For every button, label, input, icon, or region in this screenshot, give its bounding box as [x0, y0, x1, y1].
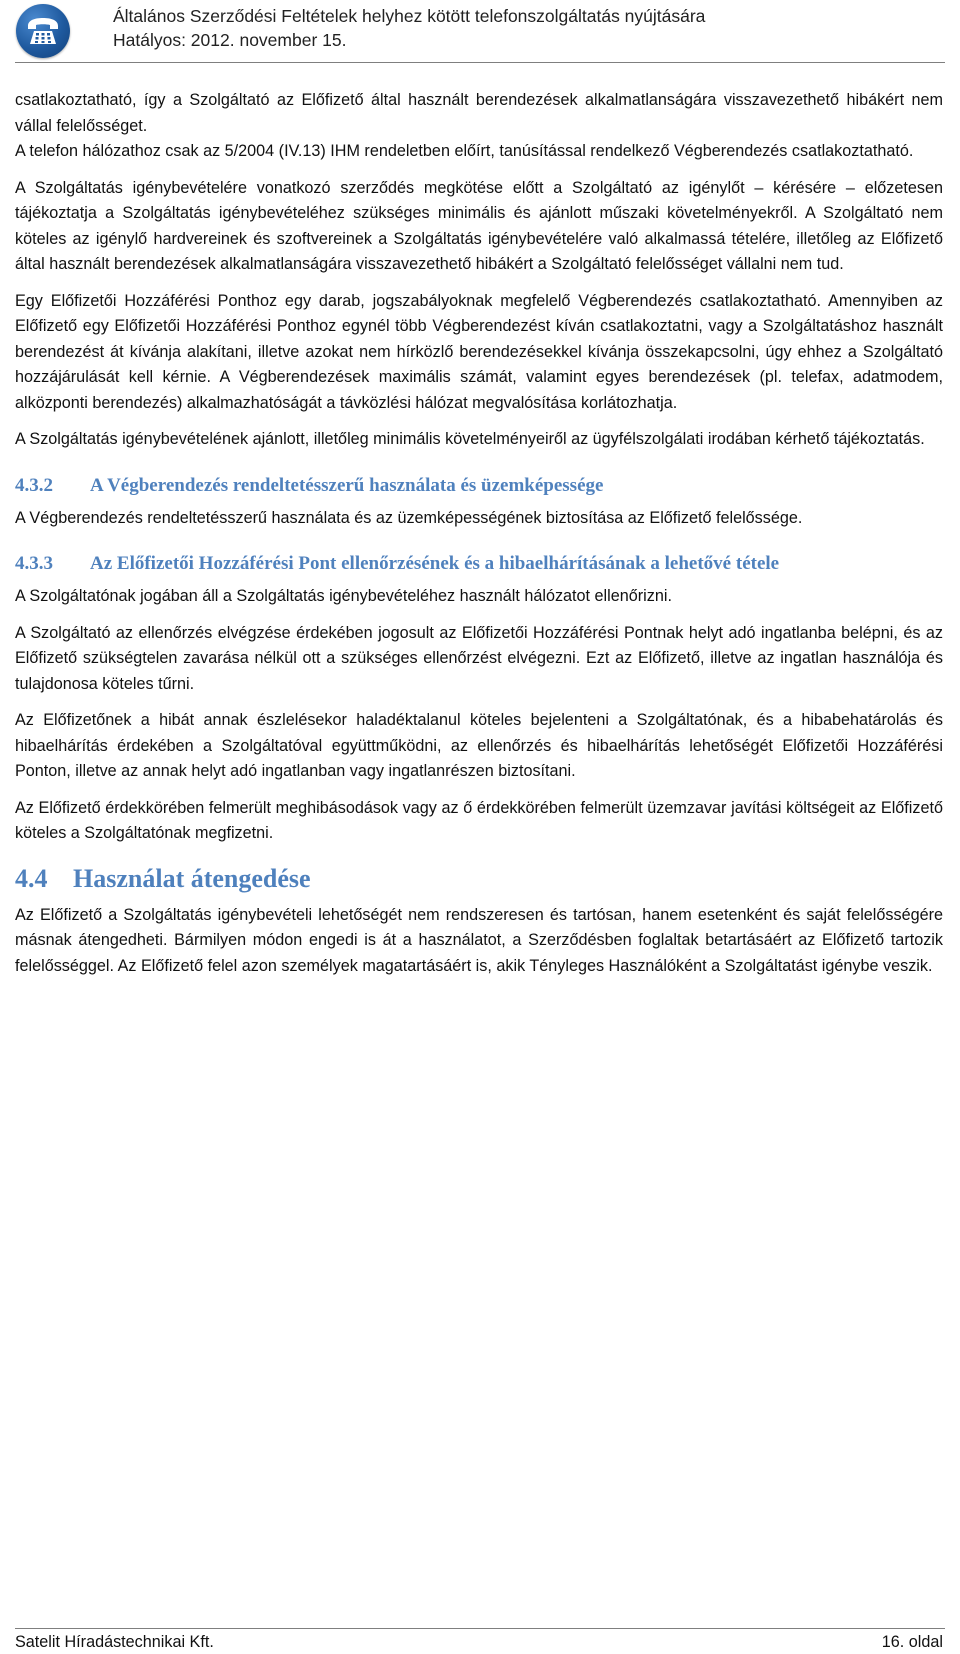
- effective-date: Hatályos: 2012. november 15.: [113, 30, 347, 50]
- section-title: A Végberendezés rendeltetésszerű használata és üzemképessége: [90, 474, 604, 496]
- section-number: 4.3.3: [15, 553, 53, 574]
- document-body: [15, 88, 943, 990]
- paragraph: A Szolgáltatás igénybevételének ajánlott, illetőleg minimális követelményeiről az ügyfélszolgálati irodában kérhető tájékoztatás.: [15, 430, 925, 448]
- paragraph: A telefon hálózathoz csak az 5/2004 (IV.13) IHM rendeletben előírt, tanúsítással rendelkező Végberendezés csatlakoztatható.: [15, 142, 914, 160]
- footer-divider: [15, 1628, 945, 1629]
- document-title: Általános Szerződési Feltételek helyhez kötött telefonszolgáltatás nyújtására: [113, 6, 706, 26]
- paragraph: A Végberendezés rendeltetésszerű használata és az üzemképességének biztosítása az Előfizető felelőssége.: [15, 508, 803, 527]
- paragraph: Az Előfizető a Szolgáltatás igénybevételi lehetőségét nem rendszeresen és tartósan, hanem esetenként és saját felelősségére másnak átengedheti. Bármilyen módon engedi is át a használatot, a Szerződésben foglaltak betartásáért az Előfizető tartozik felelősséggel. Az Előfizető felel azon személyek magatartásáért is, akik Tényleges Használóként a Szolgáltatást igénybe veszik.: [15, 905, 943, 975]
- page-number: 16. oldal: [881, 1633, 943, 1651]
- header-text: [113, 4, 705, 52]
- paragraph: A Szolgáltatónak jogában áll a Szolgáltatás igénybevételéhez használt hálózatot ellenőrizni.: [15, 587, 672, 605]
- paragraph: Az Előfizetőnek a hibát annak észlelésekor haladéktalanul köteles bejelenteni a Szolgáltatónak, és a hibabehatárolás és hibaelhárítás érdekében a Szolgáltatóval együttműködni, az ellenőrzés és hibaelhárítás lehetőségét Előfizetői Hozzáférési Ponton, illetve az annak helyt adó ingatlanban vagy ingatlanrészen biztosítani.: [15, 711, 943, 780]
- section-title: Az Előfizetői Hozzáférési Pont ellenőrzésének és a hibaelhárításának a lehetővé tétele: [90, 553, 780, 574]
- paragraph: Az Előfizető érdekkörében felmerült meghibásodások vagy az ő érdekkörében felmerült üzemzavar javítási költségeit az Előfizető köteles a Szolgáltatónak megfizetni.: [15, 798, 943, 842]
- paragraph: Egy Előfizetői Hozzáférési Ponthoz egy darab, jogszabályoknak megfelelő Végberendezés csatlakoztatható. Amennyiben az Előfizető egy Előfizetői Hozzáférési Ponthoz egynél több Végberendezést kíván csatlakoztatni, vagy a Szolgáltatáshoz használt berendezést át kívánja alakítani, illetve azokat nem hírközlő berendezésekkel kívánja összekapcsolni, úgy ehhez a Szolgáltató hozzájárulását kell kérnie. A Végberendezések maximális számát, valamint egyes berendezések (pl. telefax, adatmodem, alközponti berendezés) alkalmazhatóságát a távközlési hálózat megvalósítása korlátozhatja.: [15, 291, 943, 412]
- paragraph: A Szolgáltatás igénybevételére vonatkozó szerződés megkötése előtt a Szolgáltató az igénylőt – kérésére – előzetesen tájékoztatja a Szolgáltatás igénybevételéhez szükséges minimális és ajánlott műszaki követelményekről. A Szolgáltató nem köteles az igénylő hardvereinek és szoftvereinek a Szolgáltatás igénybevételére való alkalmassá tételére, illetőleg az Előfizető által használt berendezések alkalmatlanságára visszavezethető hibákért a Szolgáltató felelősséget vállalni nem tud.: [15, 178, 943, 273]
- section-heading-4-4: [15, 863, 943, 895]
- page-header: [0, 0, 960, 66]
- section-heading-4-3-3: [15, 551, 943, 577]
- header-divider: [15, 62, 945, 63]
- section-heading-4-3-2: [15, 473, 943, 499]
- paragraph: csatlakoztatható, így a Szolgáltató az Előfizető által használt berendezések alkalmatlanságára visszavezethető hibákért nem vállal felelősséget.: [15, 91, 943, 135]
- section-number: 4.4: [15, 863, 48, 893]
- paragraph: A Szolgáltató az ellenőrzés elvégzése érdekében jogosult az Előfizetői Hozzáférési Pontnak helyt adó ingatlanba belépni, és az Előfizető szükségtelen zavarása nélkül ott a szükséges ellenőrzést elvégezni. Ezt az Előfizető, illetve az ingatlan használója és tulajdonosa köteles tűrni.: [15, 623, 943, 693]
- footer-company: Satelit Híradástechnikai Kft.: [15, 1633, 214, 1651]
- section-number: 4.3.2: [15, 474, 53, 496]
- section-title: Használat átengedése: [73, 863, 311, 893]
- company-logo: [16, 4, 70, 58]
- telephone-icon: [25, 14, 61, 48]
